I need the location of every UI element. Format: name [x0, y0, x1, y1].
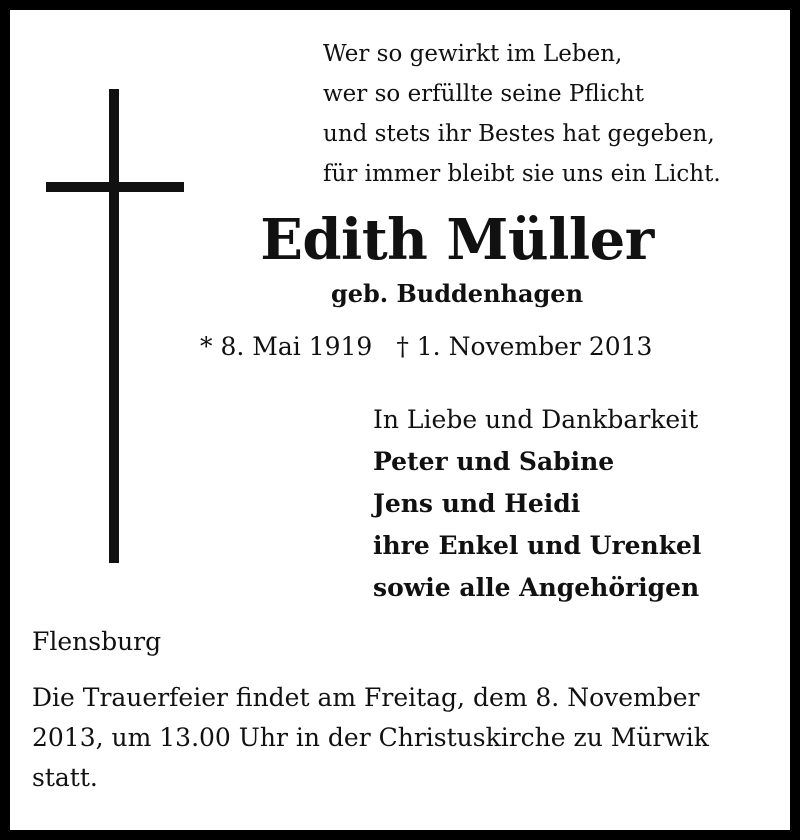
mourner-name: sowie alle Angehörigen [373, 573, 700, 602]
birth-date: * 8. Mai 1919 [200, 332, 373, 361]
poem-line: Wer so gewirkt im Leben, [323, 41, 623, 67]
mourner-name: Peter und Sabine [373, 447, 615, 476]
death-date: † 1. November 2013 [396, 332, 653, 361]
maiden-name: geb. Buddenhagen [330, 279, 584, 308]
life-dates [200, 328, 720, 366]
service-line: Die Trauerfeier findet am Freitag, dem 8. November [32, 683, 700, 712]
cross-horizontal-bar [46, 182, 184, 192]
mourner-name: ihre Enkel und Urenkel [373, 531, 702, 560]
funeral-service-info [32, 678, 788, 798]
poem-line: und stets ihr Bestes hat gegeben, [323, 121, 715, 147]
cross-vertical-bar [109, 89, 119, 563]
memorial-poem [323, 34, 793, 194]
service-line: statt. [32, 763, 98, 792]
poem-line: wer so erfüllte seine Pflicht [323, 81, 644, 107]
mourners-block [373, 399, 793, 609]
poem-line: für immer bleibt sie uns ein Licht. [323, 161, 721, 187]
mourners-intro: In Liebe und Dankbarkeit [373, 405, 699, 434]
service-line: 2013, um 13.00 Uhr in der Christuskirche zu Mürwik [32, 723, 709, 752]
deceased-name: Edith Müller [260, 207, 654, 273]
mourner-name: Jens und Heidi [373, 489, 581, 518]
place-name: Flensburg [32, 627, 162, 656]
mourners-names [373, 441, 793, 609]
